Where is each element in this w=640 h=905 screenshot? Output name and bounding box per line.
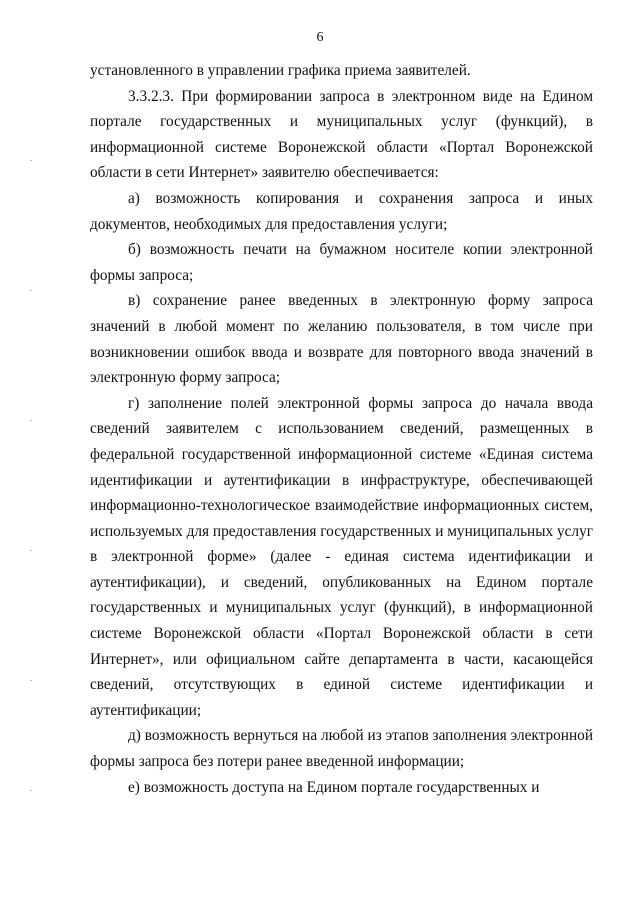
paragraph-item-g: г) заполнение полей электронной формы запроса до начала ввода сведений заявителем с использованием сведений, размещенных в федеральной государственной информационной системе «Единая система идентификации и аутентификации в инфраструктуре, обеспечивающей информационно-технологическое взаимодействие информационных систем, используемых для предоставления государственных и муниципальных услуг в электронной форме» (далее - единая система идентификации и аутентификации), и сведений, опубликованных на Едином портале государственных и муниципальных услуг (функций), в информационной системе Воронежской области «Портал Воронежской области в сети Интернет», или официальном сайте департамента в части, касающейся сведений, отсутствующих в единой системе идентификации и аутентификации; — [90, 394, 593, 719]
margin-mark — [30, 790, 32, 791]
paragraph-item-v: в) сохранение ранее введенных в электронную форму запроса значений в любой момент по желанию пользователя, в том числе при возникновении ошибок ввода и возврате для повторного ввода значений в электронную форму запроса; — [90, 292, 593, 387]
paragraph-item-e: е) возможность доступа на Едином портале государственных и — [128, 778, 540, 796]
paragraph-section-3-3-2-3: 3.3.2.3. При формировании запроса в электронном виде на Едином портале государственных и муниципальных услуг (функций), в информационной системе Воронежской области «Портал Воронежской области в сети Интернет» заявителю обеспечивается: — [90, 87, 593, 182]
margin-mark — [30, 160, 32, 161]
document-body — [90, 58, 593, 800]
margin-mark — [30, 420, 32, 421]
paragraph-item-a: а) возможность копирования и сохранения запроса и иных документов, необходимых для предоставления услуги; — [90, 189, 593, 233]
paragraph-continuation: установленного в управлении графика приема заявителей. — [90, 62, 471, 79]
page-number: 6 — [316, 30, 324, 45]
margin-mark — [30, 680, 32, 681]
paragraph-item-b: б) возможность печати на бумажном носителе копии электронной формы запроса; — [90, 241, 593, 284]
margin-scan-marks — [30, 0, 34, 905]
margin-mark — [30, 550, 32, 551]
paragraph-item-d: д) возможность вернуться на любой из этапов заполнения электронной формы запроса без потери ранее введенной информации; — [90, 727, 593, 771]
margin-mark — [30, 290, 32, 291]
